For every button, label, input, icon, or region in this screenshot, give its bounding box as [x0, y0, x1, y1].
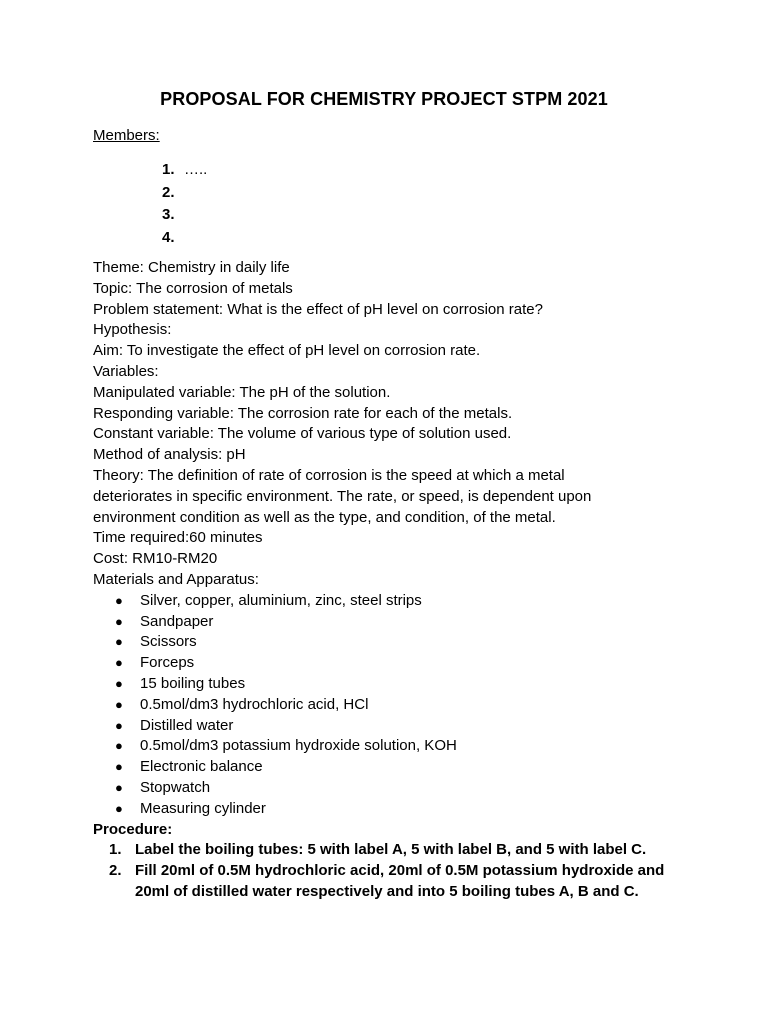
- material-text: Sandpaper: [140, 612, 214, 630]
- bullet-icon: ●: [115, 655, 123, 671]
- theme-line: Theme: Chemistry in daily life: [93, 259, 290, 276]
- step-text: Label the boiling tubes: 5 with label A, 5 with label B, and 5 with label C.: [135, 841, 647, 859]
- bullet-icon: ●: [115, 717, 123, 733]
- bullet-icon: ●: [115, 779, 123, 795]
- material-item: [93, 591, 693, 612]
- material-text: Distilled water: [140, 716, 234, 734]
- material-item: [93, 695, 693, 716]
- constant-variable-line: Constant variable: The volume of various type of solution used.: [93, 425, 512, 443]
- step-number: 2.: [109, 862, 122, 880]
- member-item: [162, 227, 207, 250]
- variables-line: Variables:: [93, 362, 159, 380]
- material-item: [93, 736, 693, 757]
- member-name: …..: [184, 161, 208, 178]
- member-item: [162, 182, 207, 205]
- procedure-list: [93, 840, 693, 902]
- material-item: [93, 778, 693, 799]
- bullet-icon: ●: [115, 800, 123, 816]
- material-text: Scissors: [140, 633, 197, 651]
- hypothesis-line: Hypothesis:: [93, 321, 172, 339]
- topic-line: Topic: The corrosion of metals: [93, 279, 293, 297]
- materials-heading: Materials and Apparatus:: [93, 570, 259, 588]
- bullet-icon: ●: [115, 759, 123, 775]
- materials-list: [93, 591, 693, 820]
- time-required-line: Time required:60 minutes: [93, 529, 263, 547]
- member-number: 2.: [162, 183, 175, 201]
- material-text: Measuring cylinder: [140, 799, 266, 817]
- material-text: 0.5mol/dm3 potassium hydroxide solution, KOH: [140, 737, 457, 755]
- bullet-icon: ●: [115, 696, 123, 712]
- material-text: Forceps: [140, 654, 195, 672]
- responding-variable-line: Responding variable: The corrosion rate for each of the metals.: [93, 404, 513, 422]
- material-item: [93, 653, 693, 674]
- procedure-step: [93, 840, 675, 861]
- material-text: Silver, copper, aluminium, zinc, steel strips: [140, 591, 422, 609]
- method-of-analysis-line: Method of analysis: pH: [93, 446, 246, 464]
- member-item: [162, 204, 207, 227]
- material-item: [93, 757, 693, 778]
- material-text: Stopwatch: [140, 778, 211, 796]
- material-item: [93, 716, 693, 737]
- bullet-icon: ●: [115, 738, 123, 754]
- theory-line: Theory: The definition of rate of corrosion is the speed at which a metal: [93, 466, 565, 484]
- member-number: 1.: [162, 161, 175, 178]
- proposal-body: [93, 258, 693, 903]
- members-heading: Members:: [93, 127, 160, 144]
- aim-line: Aim: To investigate the effect of pH level on corrosion rate.: [93, 342, 481, 360]
- member-number: 3.: [162, 206, 175, 223]
- members-list: [162, 159, 207, 249]
- material-item: [93, 612, 693, 633]
- material-item: [93, 799, 693, 820]
- material-text: 15 boiling tubes: [140, 674, 246, 692]
- page-title: PROPOSAL FOR CHEMISTRY PROJECT STPM 2021: [160, 89, 608, 109]
- procedure-heading: Procedure:: [93, 820, 173, 838]
- bullet-icon: ●: [115, 592, 123, 608]
- step-number: 1.: [109, 841, 122, 859]
- bullet-icon: ●: [115, 613, 123, 629]
- theory-line: environment condition as well as the type, and condition, of the metal.: [93, 508, 556, 526]
- theory-line: deteriorates in specific environment. The rate, or speed, is dependent upon: [93, 487, 592, 505]
- member-number: 4.: [162, 228, 175, 246]
- bullet-icon: ●: [115, 675, 123, 691]
- member-item: [162, 159, 207, 182]
- material-text: Electronic balance: [140, 758, 263, 776]
- cost-line: Cost: RM10-RM20: [93, 550, 218, 568]
- material-item: [93, 632, 693, 653]
- material-item: [93, 674, 693, 695]
- problem-statement-line: Problem statement: What is the effect of pH level on corrosion rate?: [93, 300, 543, 318]
- procedure-step: [93, 861, 675, 903]
- bullet-icon: ●: [115, 634, 123, 650]
- manipulated-variable-line: Manipulated variable: The pH of the solution.: [93, 383, 391, 401]
- material-text: 0.5mol/dm3 hydrochloric acid, HCl: [140, 695, 369, 713]
- step-text: Fill 20ml of 0.5M hydrochloric acid, 20ml of 0.5M potassium hydroxide and 20ml of distilled water respectively and into 5 boiling tubes A, B and C.: [135, 862, 665, 900]
